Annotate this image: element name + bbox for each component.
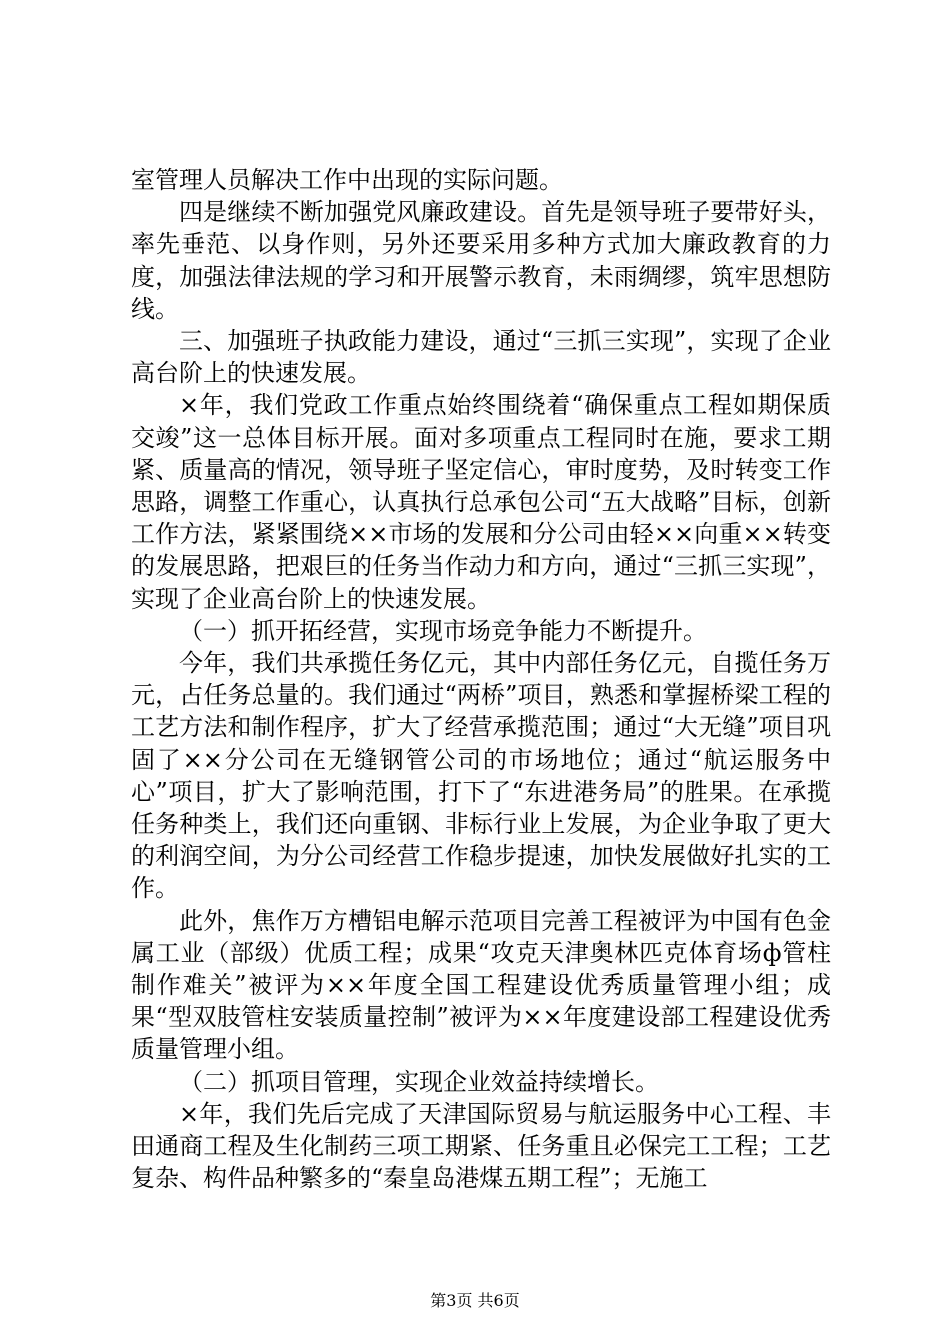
paragraph: 今年，我们共承揽任务亿元，其中内部任务亿元，自揽任务万元，占任务总量的。我们通过“两桥”项目，熟悉和掌握桥梁工程的工艺方法和制作程序，扩大了经营承揽范围；通过“大无缝”项目巩固了××分公司在无缝钢管公司的市场地位；通过“航运服务中心”项目，扩大了影响范围，打下了“东进港务局”的胜果。在承揽任务种类上，我们还向重钢、非标行业上发展，为企业争取了更大的利润空间，为分公司经营工作稳步提速，加快发展做好扎实的工作。 (131, 649, 831, 903)
paragraph: ×年，我们先后完成了天津国际贸易与航运服务中心工程、丰田通商工程及生化制药三项工期紧、任务重且必保完工工程；工艺复杂、构件品种繁多的“秦皇岛港煤五期工程”；无施工 (131, 1099, 831, 1193)
paragraph: ×年，我们党政工作重点始终围绕着“确保重点工程如期保质交竣”这一总体目标开展。面对多项重点工程同时在施，要求工期紧、质量高的情况，领导班子坚定信心，审时度势，及时转变工作思路，调整工作重心，认真执行总承包公司“五大战略”目标，创新工作方法，紧紧围绕××市场的发展和分公司由轻××向重××转变的发展思路，把艰巨的任务当作动力和方向，通过“三抓三实现”，实现了企业高台阶上的快速发展。 (131, 391, 831, 613)
paragraph: 室管理人员解决工作中出现的实际问题。 (131, 166, 563, 194)
subsection-heading: （二）抓项目管理，实现企业效益持续增长。 (179, 1067, 659, 1096)
page-number-footer: 第3页 共6页 (430, 1291, 520, 1310)
paragraph: 四是继续不断加强党风廉政建设。首先是领导班子要带好头，率先垂范、以身作则，另外还要采用多种方式加大廉政教育的力度，加强法律法规的学习和开展警示教育，未雨绸缪，筑牢思想防线。 (131, 198, 831, 323)
subsection-heading: （一）抓开拓经营，实现市场竞争能力不断提升。 (179, 616, 707, 645)
document-body (131, 164, 831, 1195)
section-heading: 三、加强班子执政能力建设，通过“三抓三实现”，实现了企业高台阶上的快速发展。 (131, 327, 831, 388)
paragraph: 此外，焦作万方槽铝电解示范项目完善工程被评为中国有色金属工业（部级）优质工程；成果“攻克天津奥林匹克体育场ф管柱制作难关”被评为××年度全国工程建设优秀质量管理小组；成果“型双肢管柱安装质量控制”被评为××年度建设部工程建设优秀质量管理小组。 (131, 906, 831, 1064)
